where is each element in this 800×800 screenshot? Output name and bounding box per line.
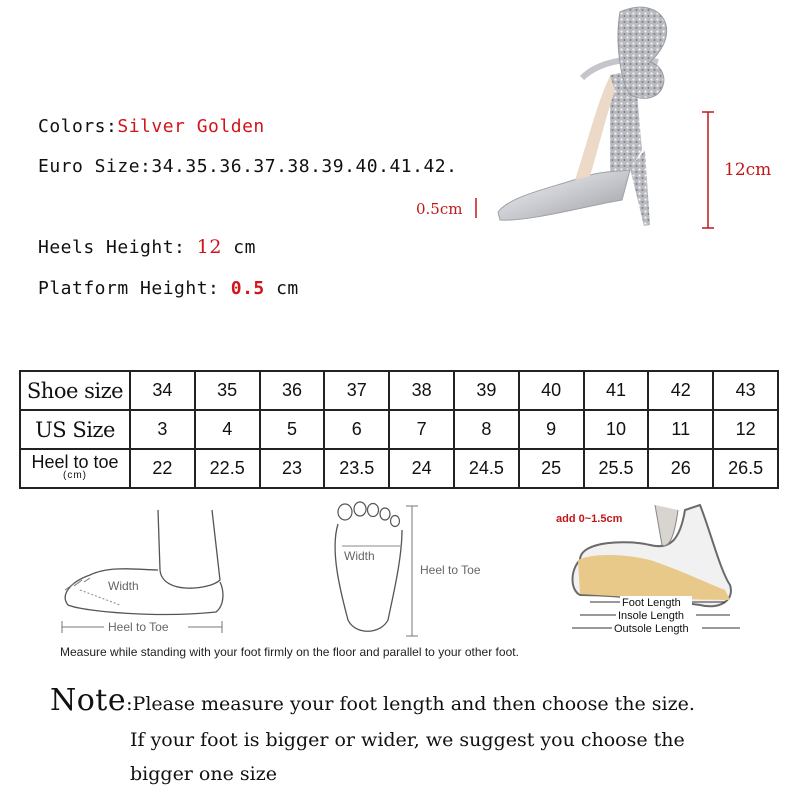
colors-spec — [38, 116, 265, 137]
table-cell: 5 — [260, 410, 325, 449]
table-cell: 11 — [648, 410, 713, 449]
euro-size-spec — [38, 156, 457, 177]
outsole-length-label: Outsole Length — [614, 623, 689, 635]
heel-height-label: Heels Height: — [38, 237, 186, 258]
row-header-us-size: US Size — [20, 410, 130, 449]
colors-value: Silver Golden — [117, 116, 265, 137]
table-cell: 34 — [130, 371, 195, 410]
platform-height-unit: cm — [276, 278, 299, 299]
table-cell: 23 — [260, 449, 325, 488]
table-cell: 23.5 — [324, 449, 389, 488]
foot-top-diagram — [320, 500, 520, 645]
table-cell: 24.5 — [454, 449, 519, 488]
note-colon: : — [126, 693, 133, 715]
table-cell: 26 — [648, 449, 713, 488]
table-row-us-size — [20, 410, 778, 449]
size-chart-table — [19, 370, 779, 489]
table-cell: 26.5 — [713, 449, 778, 488]
heel-to-toe-label: Heel to toe — [31, 451, 119, 472]
table-cell: 10 — [584, 410, 649, 449]
table-cell: 35 — [195, 371, 260, 410]
colors-label: Colors: — [38, 116, 118, 137]
table-cell: 25 — [519, 449, 584, 488]
foot-side-diagram — [40, 500, 240, 645]
size-note — [50, 684, 770, 791]
table-cell: 22.5 — [195, 449, 260, 488]
table-row-shoe-size — [20, 371, 778, 410]
table-cell: 8 — [454, 410, 519, 449]
table-cell: 36 — [260, 371, 325, 410]
heel-dimension-label: 12cm — [724, 160, 772, 180]
shoe-vamp — [498, 170, 630, 220]
measurement-caption: Measure while standing with your foot firmly on the floor and parallel to your other foot. — [60, 645, 519, 659]
add-allowance-label: add 0~1.5cm — [556, 513, 623, 525]
note-line3: bigger one size — [130, 763, 277, 785]
table-cell: 43 — [713, 371, 778, 410]
heel-to-toe-unit: (cm) — [63, 469, 87, 481]
note-line1: Please measure your foot length and then choose the size. — [132, 693, 695, 715]
platform-height-value: 0.5 — [230, 278, 265, 299]
euro-size-value: 34.35.36.37.38.39.40.41.42. — [151, 156, 458, 177]
shoe-illustration — [470, 0, 800, 240]
table-cell: 9 — [519, 410, 584, 449]
row-header-shoe-size: Shoe size — [20, 371, 130, 410]
shoe-lining — [575, 76, 615, 180]
platform-dimension-label: 0.5cm — [416, 200, 463, 218]
row-header-heel-to-toe — [20, 449, 130, 488]
note-title: Note — [50, 683, 127, 718]
euro-size-label: Euro Size: — [38, 156, 152, 177]
table-cell: 41 — [584, 371, 649, 410]
table-cell: 39 — [454, 371, 519, 410]
table-cell: 22 — [130, 449, 195, 488]
table-cell: 7 — [389, 410, 454, 449]
table-cell: 38 — [389, 371, 454, 410]
side-heel-to-toe-label: Heel to Toe — [108, 620, 169, 634]
shoe-length-diagram — [550, 500, 760, 645]
table-cell: 3 — [130, 410, 195, 449]
insole-length-label: Insole Length — [618, 610, 685, 622]
table-cell: 37 — [324, 371, 389, 410]
table-cell: 12 — [713, 410, 778, 449]
table-cell: 4 — [195, 410, 260, 449]
heel-height-spec — [38, 236, 256, 258]
table-cell: 25.5 — [584, 449, 649, 488]
foot-length-label: Foot Length — [622, 597, 681, 609]
note-line2: If your foot is bigger or wider, we suggest you choose the — [130, 729, 685, 751]
heel-height-unit: cm — [233, 237, 256, 258]
table-cell: 42 — [648, 371, 713, 410]
butterfly-bow — [618, 7, 667, 98]
platform-height-spec — [38, 278, 299, 299]
side-width-label: Width — [108, 579, 139, 593]
table-row-heel-to-toe — [20, 449, 778, 488]
table-cell: 24 — [389, 449, 454, 488]
top-heel-to-toe-label: Heel to Toe — [420, 563, 481, 577]
table-cell: 6 — [324, 410, 389, 449]
heel-height-value: 12 — [196, 236, 222, 258]
table-cell: 40 — [519, 371, 584, 410]
top-width-label: Width — [344, 549, 375, 563]
platform-height-label: Platform Height: — [38, 278, 220, 299]
